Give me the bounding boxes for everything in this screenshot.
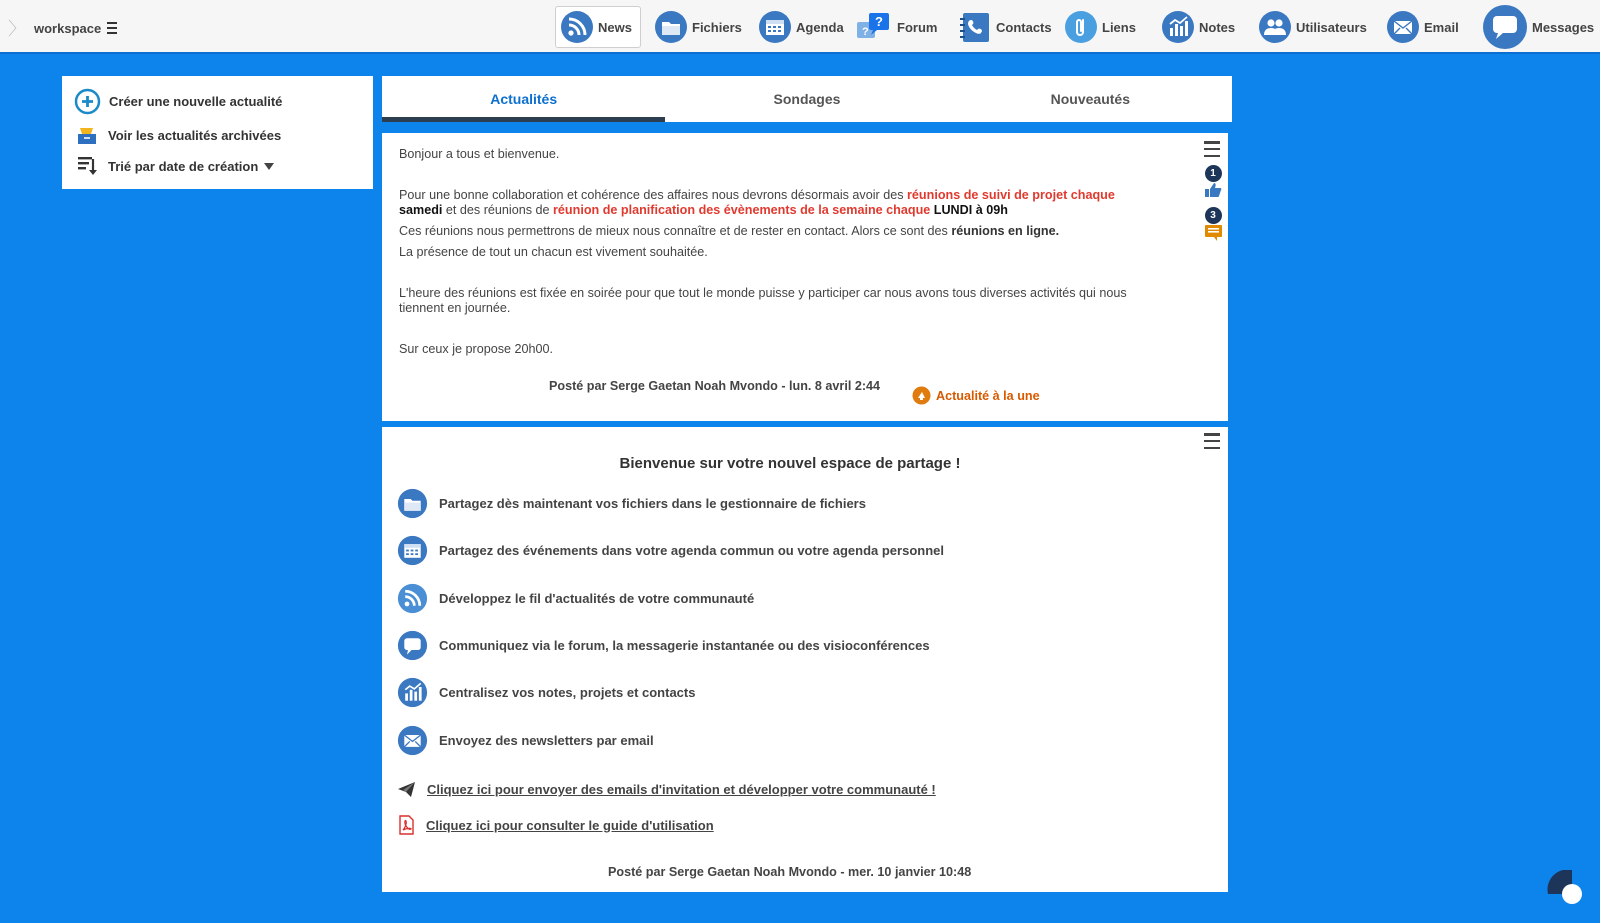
feature-communication: Communiquez via le forum, la messagerie instantanée ou des visioconférences (397, 630, 930, 661)
paper-plane-icon (397, 781, 416, 798)
post-paragraph-presence: La présence de tout un chacun est vivement souhaitée. (399, 245, 708, 259)
news-post (382, 133, 1228, 421)
paperclip-icon (1064, 10, 1098, 44)
welcome-title: Bienvenue sur votre nouvel espace de partage ! (619, 455, 961, 472)
bar-chart-icon (1161, 10, 1195, 44)
forum-question-icon (855, 8, 893, 46)
bar-chart-icon (397, 677, 428, 708)
workspace-switcher[interactable] (8, 15, 117, 41)
tab-actualites[interactable]: Actualités (382, 76, 665, 122)
create-news-label: Créer une nouvelle actualité (109, 94, 283, 109)
feature-agenda: Partagez des événements dans votre agenda commun ou votre agenda personnel (397, 535, 944, 566)
feature-notes: Centralisez vos notes, projets et contacts (397, 677, 695, 708)
left-panel (62, 76, 373, 189)
nav-notes-label: Notes (1199, 19, 1236, 35)
nav-utilisateurs[interactable] (1258, 6, 1367, 48)
megaphone-icon (912, 386, 931, 405)
nav-agenda[interactable] (758, 6, 844, 48)
post-paragraph-schedule: L'heure des réunions est fixée en soirée pour que tout le monde puisse y participer car nous avons tous diverses activités qui nous tiennent en journée. (399, 286, 1127, 315)
pdf-icon (397, 815, 415, 835)
nav-utilisateurs-label: Utilisateurs (1296, 19, 1367, 35)
menu-icon[interactable] (107, 22, 117, 34)
nav-liens[interactable] (1064, 6, 1136, 48)
comments-count-badge: 3 (1205, 207, 1222, 224)
chat-widget-icon[interactable] (1546, 870, 1586, 910)
sort-descending-icon (74, 155, 100, 177)
chat-bubble-icon (397, 630, 428, 661)
post-paragraph-meetings: Pour une bonne collaboration et cohérence des affaires nous devrons désormais avoir des réunions de suivi de projet chaque samedi et des réunions de réunion de planification des évènements de la semaine chaque LUNDI à 09h (399, 188, 1115, 217)
folder-icon (397, 488, 428, 519)
nav-contacts[interactable] (958, 6, 1052, 48)
nav-contacts-label: Contacts (996, 19, 1052, 35)
svg-text:?: ? (862, 26, 869, 38)
nav-fichiers-label: Fichiers (692, 19, 742, 35)
top-bar (0, 0, 1600, 54)
guide-link[interactable]: Cliquez ici pour consulter le guide d'utilisation (397, 815, 714, 835)
workspace-label: workspace (34, 20, 102, 36)
users-icon (1258, 10, 1292, 44)
likes-count-badge: 1 (1205, 165, 1222, 182)
thumbs-up-icon[interactable] (1204, 182, 1222, 198)
caret-down-icon (264, 163, 274, 170)
nav-liens-label: Liens (1102, 19, 1136, 35)
post-byline: Posté par Serge Gaetan Noah Mvondo - mer. 10 janvier 10:48 (608, 865, 972, 879)
archived-news-label: Voir les actualités archivées (108, 127, 282, 143)
feature-news-feed: Développez le fil d'actualités de votre communauté (397, 583, 754, 614)
calendar-icon (397, 535, 428, 566)
create-news-button[interactable] (74, 88, 282, 115)
tab-sondages[interactable]: Sondages (773, 91, 841, 107)
phone-book-icon (958, 10, 992, 44)
post-paragraph-proposal: Sur ceux je propose 20h00. (399, 342, 554, 356)
post-paragraph-online: Ces réunions nous permettrons de mieux nous connaître et de rester en contact. Alors ce sont des réunions en ligne. (399, 224, 1060, 238)
nav-agenda-label: Agenda (796, 19, 844, 35)
svg-text:?: ? (875, 14, 883, 29)
chat-bubble-icon (1482, 4, 1528, 50)
folder-icon (654, 10, 688, 44)
envelope-icon (397, 725, 428, 756)
nav-email-label: Email (1424, 19, 1459, 35)
feature-files: Partagez dès maintenant vos fichiers dans le gestionnaire de fichiers (397, 488, 866, 519)
post-byline: Posté par Serge Gaetan Noah Mvondo - lun. 8 avril 2:44 (549, 379, 881, 393)
nav-news-label: News (598, 19, 632, 35)
news-tabs (382, 76, 1232, 122)
comment-icon[interactable] (1204, 224, 1223, 242)
nav-notes[interactable] (1161, 6, 1235, 48)
nav-forum[interactable] (855, 6, 937, 48)
nav-news[interactable] (555, 6, 641, 48)
archived-news-button[interactable] (74, 124, 281, 146)
archive-box-icon (74, 124, 100, 146)
tab-nouveautes[interactable]: Nouveautés (1050, 91, 1130, 107)
post-menu-icon[interactable] (1204, 433, 1220, 449)
nav-messages-label: Messages (1532, 19, 1595, 35)
rss-icon (560, 10, 594, 44)
sort-dropdown[interactable] (74, 155, 274, 177)
post-menu-icon[interactable] (1204, 141, 1220, 157)
post-greeting: Bonjour a tous et bienvenue. (399, 147, 560, 161)
rss-icon (397, 583, 428, 614)
nav-email[interactable] (1386, 6, 1459, 48)
feature-newsletters: Envoyez des newsletters par email (397, 725, 654, 756)
welcome-post (382, 427, 1228, 892)
nav-messages[interactable] (1482, 6, 1594, 48)
plus-circle-icon (74, 88, 101, 115)
calendar-icon (758, 10, 792, 44)
nav-fichiers[interactable] (654, 6, 742, 48)
featured-news-label[interactable]: Actualité à la une (912, 386, 1040, 405)
invite-link[interactable]: Cliquez ici pour envoyer des emails d'invitation et développer votre communauté ! (397, 781, 936, 798)
sort-label: Trié par date de création (108, 158, 259, 174)
envelope-icon (1386, 10, 1420, 44)
nav-forum-label: Forum (897, 19, 938, 35)
post-reactions (1202, 165, 1224, 242)
chevron-right-icon: 〉 (8, 19, 26, 39)
